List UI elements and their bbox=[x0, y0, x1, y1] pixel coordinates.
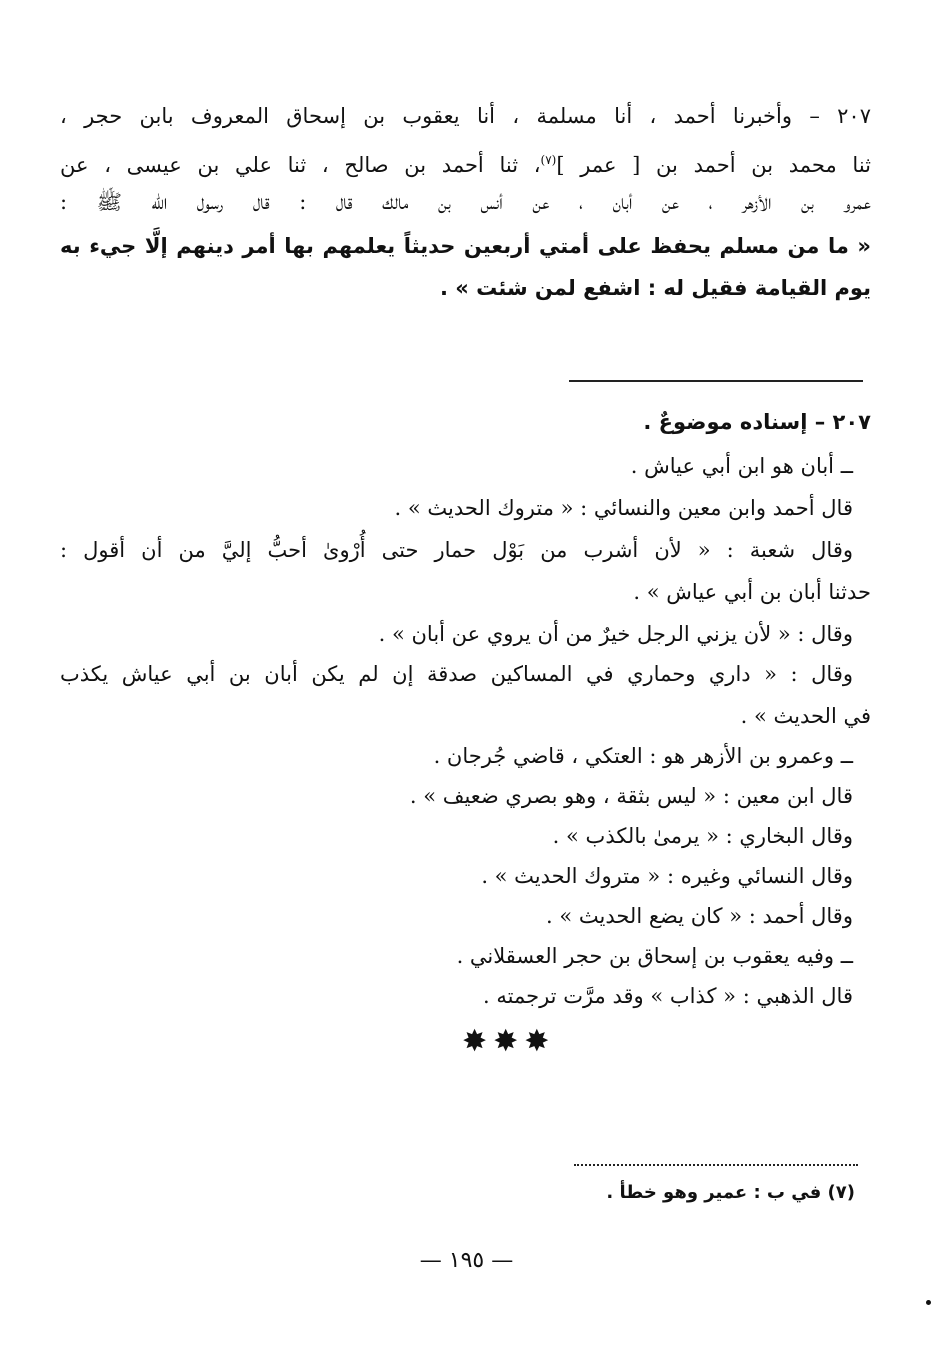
commentary-line: وقال البخاري : « يرمىٰ بالكذب » . bbox=[552, 824, 853, 848]
commentary-line: ــ وفيه يعقوب بن إسحاق بن حجر العسقلاني . bbox=[456, 944, 853, 968]
commentary-line: قال أحمد وابن معين والنسائي : « متروك الحديث » . bbox=[394, 496, 853, 520]
page-number: — ١٩٥ — bbox=[419, 1248, 514, 1273]
hadith-line-4: « ما من مسلم يحفظ على أمتي أربعين حديثاً يعلمهم بها أمر دينهم إلَّا جيء به bbox=[60, 234, 871, 258]
commentary-line: قال الذهبي : « كذاب » وقد مرَّت ترجمته . bbox=[483, 984, 853, 1008]
hadith-line-3: عمرو بن الأزهر ، عن أبان ، عن أنس بن مالك قال : قال رسول الله ﷺ : bbox=[60, 190, 871, 214]
scan-speck bbox=[926, 1300, 931, 1305]
hadith-line-1: ٢٠٧ – وأخبرنا أحمد ، أنا مسلمة ، أنا يعقوب بن إسحاق المعروف بابن حجر ، bbox=[60, 104, 871, 128]
commentary-line: وقال النسائي وغيره : « متروك الحديث » . bbox=[481, 864, 853, 888]
footnote-ref: (٧) bbox=[540, 153, 557, 167]
commentary-line: وقال : « لأن يزني الرجل خيرٌ من أن يروي عن أبان » . bbox=[378, 622, 853, 646]
commentary-line: في الحديث » . bbox=[740, 704, 871, 728]
commentary-line: ــ وعمرو بن الأزهر هو : العتكي ، قاضي جُرجان . bbox=[433, 744, 853, 768]
ornament-stars: ✸✸✸ bbox=[462, 1024, 556, 1059]
hadith-line-2: ثنا محمد بن أحمد بن [ عمر ]$^{(٧)}$، ثنا أحمد بن صالح ، ثنا علي بن عيسى ، عن bbox=[60, 153, 872, 177]
section-divider bbox=[569, 380, 863, 382]
footnote: (٧) في ب : عمير وهو خطأ . bbox=[606, 1182, 855, 1203]
commentary-heading: ٢٠٧ – إسناده موضوعٌ . bbox=[643, 410, 871, 434]
commentary-line: حدثنا أبان بن أبي عياش » . bbox=[633, 580, 871, 604]
commentary-line: وقال أحمد : « كان يضع الحديث » . bbox=[546, 904, 853, 928]
commentary-line: قال ابن معين : « ليس بثقة ، وهو بصري ضعيف » . bbox=[409, 784, 853, 808]
commentary-line: وقال شعبة : « لأن أشرب من بَوْل حمار حتى أُرْوىٰ أحبُّ إليَّ من أن أقول : bbox=[60, 538, 853, 562]
commentary-line: ــ أبان هو ابن أبي عياش . bbox=[630, 454, 853, 478]
commentary-line: وقال : « داري وحماري في المساكين صدقة إن لم يكن أبان بن أبي عياش يكذب bbox=[60, 662, 853, 686]
footnote-divider bbox=[574, 1164, 858, 1166]
hadith-line-5: يوم القيامة فقيل له : اشفع لمن شئت » . bbox=[439, 276, 871, 300]
